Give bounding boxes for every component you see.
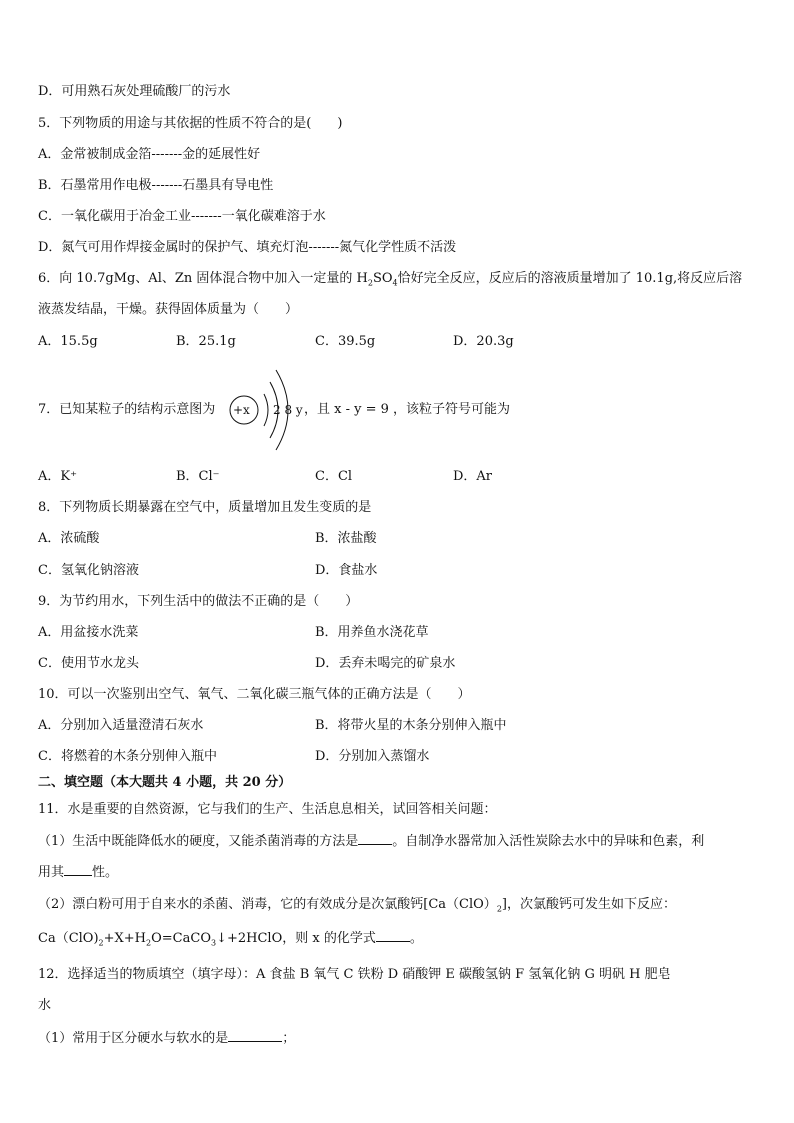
section-heading: 二、填空题（本大题共 4 小题，共 20 分） [38, 775, 292, 790]
q6-sub-2: 2 [367, 278, 373, 288]
q9-option-d: D．丢弃未喝完的矿泉水 [315, 656, 456, 671]
q6-option-b: B．25.1g [176, 334, 236, 349]
q9-option-b: B．用养鱼水浇花草 [315, 625, 429, 640]
q11-p1-text-c: 用其 [38, 865, 65, 880]
option-d-prev: D．可用熟石灰处理硫酸厂的污水 [38, 84, 231, 99]
q5-option-c: C．一氧化碳用于冶金工业-------一氧化碳难溶于水 [38, 209, 326, 224]
eq-part-4: ↓+2HClO，则 x 的化学式 [216, 931, 376, 946]
q6-sub-4: 4 [392, 278, 398, 288]
eq-part-3: O=CaCO [151, 931, 211, 946]
q9-option-a: A．用盆接水洗菜 [38, 625, 139, 640]
q8-option-d: D．食盐水 [315, 563, 378, 578]
q7-option-c: C．Cl [315, 469, 353, 484]
q8-option-b: B．浓盐酸 [315, 531, 377, 546]
q6-option-a: A．15.5g [38, 334, 98, 349]
q6-option-c: C．39.5g [315, 334, 376, 349]
q11-p2-text-a: （2）漂白粉可用于自来水的杀菌、消毒，它的有效成分是次氯酸钙[Ca（ClO） [38, 897, 497, 912]
eq-part-1: Ca（ClO) [38, 931, 99, 946]
q8-option-a: A．浓硫酸 [38, 531, 100, 546]
answer-blank[interactable] [376, 929, 410, 942]
q5-option-d: D．氮气可用作焊接金属时的保护气、填充灯泡-------氮气化学性质不活泼 [38, 240, 457, 255]
question-12-stem-cont: 水 [38, 998, 52, 1013]
q11-p1-text-a: （1）生活中既能降低水的硬度，又能杀菌消毒的方法是 [38, 834, 359, 849]
q12-part1 [38, 1029, 295, 1048]
q11-part2-line1 [38, 896, 676, 919]
eq-sub-3: 3 [210, 938, 217, 948]
eq-part-2: +X+H [103, 931, 147, 946]
question-11-stem: 11．水是重要的自然资源，它与我们的生产、生活息息相关，试回答相关问题： [38, 802, 497, 817]
q10-option-c: C．将燃着的木条分别伸入瓶中 [38, 749, 217, 764]
q9-option-c: C．使用节水龙头 [38, 656, 139, 671]
q10-option-b: B．将带火星的木条分别伸入瓶中 [315, 718, 507, 733]
question-5-stem: 5．下列物质的用途与其依据的性质不符合的是( ) [38, 116, 343, 131]
q10-option-d: D．分别加入蒸馏水 [315, 749, 430, 764]
q11-p1-text-b: 。自制净水器常加入活性炭除去水中的异味和色素，利 [392, 834, 705, 849]
atom-nucleus-label: +x [233, 403, 250, 417]
question-9-stem: 9．为节约用水，下列生活中的做法不正确的是（ ） [38, 594, 359, 609]
question-10-stem: 10．可以一次鉴别出空气、氧气、二氧化碳三瓶气体的正确方法是（ ） [38, 687, 471, 702]
question-7-post: ，且 x - y = 9 ，该粒子符号可能为 [304, 402, 511, 417]
answer-blank[interactable] [358, 832, 392, 845]
q7-option-a: A．K⁺ [38, 469, 77, 484]
q7-option-d: D．Ar [453, 469, 493, 484]
q11-p2-text-b: ]，次氯酸钙可发生如下反应： [501, 897, 676, 912]
q5-option-b: B．石墨常用作电极-------石墨具有导电性 [38, 178, 274, 193]
q10-option-a: A．分别加入适量澄清石灰水 [38, 718, 204, 733]
question-6-stem [38, 270, 742, 293]
answer-blank[interactable] [228, 1029, 282, 1042]
q6-text-so: SO [372, 271, 393, 286]
question-12-stem: 12．选择适当的物质填空（填字母）：A 食盐 B 氧气 C 铁粉 D 硝酸钾 E 碳酸氢钠 F 氢氧化钠 G 明矾 H 肥皂 [38, 967, 671, 982]
q6-text-2: 恰好完全反应，反应后的溶液质量增加了 10.1g,将反应后溶 [397, 271, 743, 286]
q11-p1-text-d: 性。 [92, 865, 119, 880]
question-6-line2: 液蒸发结晶，干燥。获得固体质量为（ ） [38, 302, 299, 317]
question-7-pre: 7．已知某粒子的结构示意图为 [38, 402, 216, 417]
eq-sub-2: 2 [98, 938, 104, 948]
eq-sub-2b: 2 [146, 938, 152, 948]
eq-part-5: 。 [409, 931, 423, 946]
q5-option-a: A．金常被制成金箔-------金的延展性好 [38, 147, 261, 162]
answer-blank[interactable] [64, 863, 92, 876]
q6-text-1: 6．向 10.7gMg、Al、Zn 固体混合物中加入一定量的 H [38, 271, 368, 286]
q11-p2-sub: 2 [496, 904, 502, 914]
q12-p1-text: （1）常用于区分硬水与软水的是 [38, 1031, 229, 1046]
q12-p1-end: ； [282, 1031, 296, 1046]
atom-shells-label: 2 8 y [273, 403, 303, 417]
q11-equation [38, 929, 423, 953]
q11-part1-line2 [38, 863, 118, 882]
q7-option-b: B．Cl⁻ [176, 469, 220, 484]
q11-part1-line1 [38, 832, 704, 851]
q6-option-d: D．20.3g [453, 334, 514, 349]
question-8-stem: 8．下列物质长期暴露在空气中，质量增加且发生变质的是 [38, 500, 372, 515]
q8-option-c: C．氢氧化钠溶液 [38, 563, 139, 578]
